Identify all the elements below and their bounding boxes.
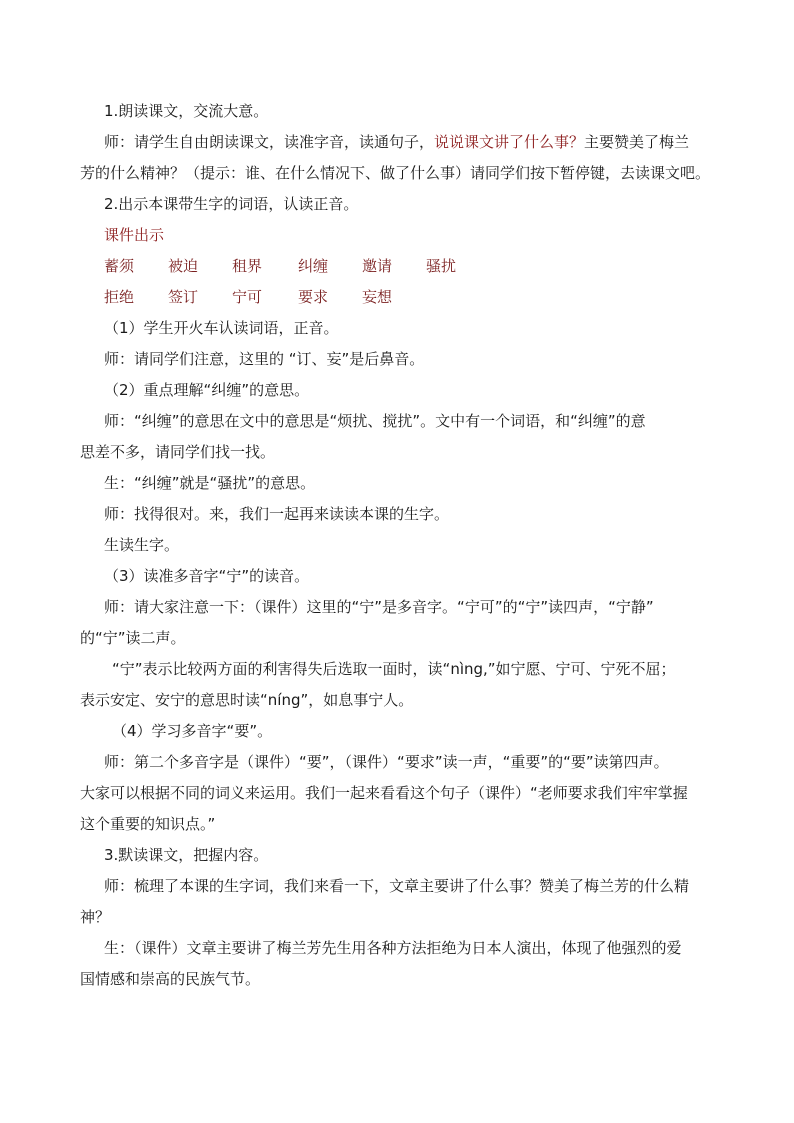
- step-1: （1）学生开火车认读词语，正音。: [104, 319, 339, 337]
- vocab-word: 拒绝: [104, 288, 135, 306]
- vocab-word: 被迫: [168, 257, 199, 275]
- section-heading-1: 1.朗读课文，交流大意。: [104, 102, 269, 120]
- vocab-word: 妄想: [362, 288, 393, 306]
- teacher-paragraph-1: [104, 127, 724, 158]
- vocab-word: 蓄须: [104, 257, 135, 275]
- text-part: 主要赞美了梅兰: [584, 133, 690, 151]
- paragraph-line: 思差不多，请同学们找一找。: [80, 443, 276, 461]
- teacher-line: 师：找得很对。来，我们一起再来读读本课的生字。: [104, 505, 450, 523]
- paragraph-line: 国情感和崇高的民族气节。: [80, 970, 261, 988]
- explanation-line: “宁”表示比较两方面的利害得失后选取一面时，读“nìng,”如宁愿、宁可、宁死不屈；: [112, 660, 676, 678]
- vocab-word: 签订: [168, 288, 199, 306]
- step-4: （4）学习多音字“要”。: [112, 722, 273, 740]
- teacher-line: 师：第二个多音字是（课件）“要”，（课件）“要求”读一声，“重要”的“要”读第四声。: [104, 753, 669, 771]
- document-page: [80, 96, 724, 995]
- paragraph-line: 神？: [80, 908, 111, 926]
- teacher-line: 师：“纠缠”的意思在文中的意思是“烦扰、搅扰”。文中有一个词语，和“纠缠”的意: [104, 412, 646, 430]
- paragraph-line: 表示安定、安宁的意思时读“níng”，如息事宁人。: [80, 691, 414, 709]
- paragraph-line: 大家可以根据不同的词义来运用。我们一起来看看这个句子（课件）“老师要求我们牢牢掌握: [80, 784, 688, 802]
- text-part: 师：请学生自由朗读课文，读准字音，读通句子，: [104, 133, 435, 151]
- vocab-row-2: [104, 282, 724, 313]
- teacher-line: 师：请大家注意一下：（课件）这里的“宁”是多音字。“宁可”的“宁”读四声，“宁静”: [104, 598, 654, 616]
- vocab-word: 宁可: [232, 288, 263, 306]
- step-3: （3）读准多音字“宁”的读音。: [104, 567, 310, 585]
- highlighted-question: 说说课文讲了什么事？: [434, 133, 585, 151]
- paragraph-line: 这个重要的知识点。”: [80, 815, 216, 833]
- vocab-row-1: [104, 251, 724, 282]
- vocab-word: 邀请: [362, 257, 393, 275]
- vocab-word: 租界: [232, 257, 263, 275]
- student-line: 生读生字。: [104, 536, 180, 554]
- step-2: （2）重点理解“纠缠”的意思。: [104, 381, 310, 399]
- section-heading-3: 3.默读课文，把握内容。: [104, 846, 269, 864]
- section-heading-2: 2.出示本课带生字的词语，认读正音。: [104, 195, 359, 213]
- courseware-label: 课件出示: [104, 226, 165, 244]
- student-line: 生：“纠缠”就是“骚扰”的意思。: [104, 474, 316, 492]
- vocab-word: 骚扰: [426, 257, 457, 275]
- vocab-word: 要求: [298, 288, 329, 306]
- student-line: 生：（课件）文章主要讲了梅兰芳先生用各种方法拒绝为日本人演出，体现了他强烈的爱: [104, 939, 682, 957]
- teacher-line: 师：梳理了本课的生字词，我们来看一下，文章主要讲了什么事？赞美了梅兰芳的什么精: [104, 877, 690, 895]
- teacher-line: 师：请同学们注意，这里的 “订、妄”是后鼻音。: [104, 350, 425, 368]
- vocab-word: 纠缠: [298, 257, 329, 275]
- paragraph-line: 的“宁”读二声。: [80, 629, 186, 647]
- paragraph-line: 芳的什么精神？（提示：谁、在什么情况下、做了什么事）请同学们按下暂停键，去读课文吧。: [80, 164, 711, 182]
